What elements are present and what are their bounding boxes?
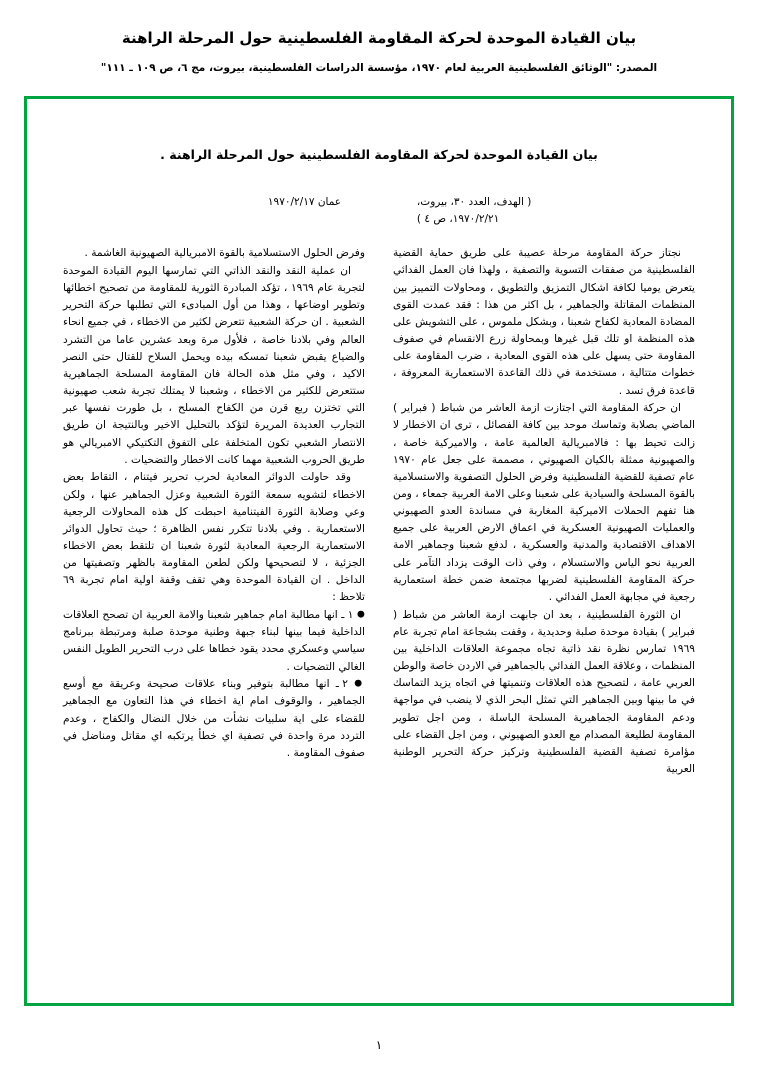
meta-publication — [417, 194, 695, 230]
article-meta — [63, 194, 695, 230]
list-item-text: ١ ـ انها مطالبة امام جماهير شعبنا والامة العربية ان تصحح العلاقات الداخلية فيما بينها لبناء جبهة وطنية موحدة صلبة ومرتبطة ببرنامج سياسي وعسكري محدد يقود خطاها على درب التحرير الطويل النفس الغالي التضحيات . — [63, 609, 365, 673]
list-item — [63, 676, 365, 762]
meta-place-date — [63, 194, 341, 230]
meta-place-date-line1: عمان ١٩٧٠/٢/١٧ — [267, 195, 342, 208]
paragraph: وفرض الحلول الاستسلامية بالقوة الامبريالية الصهيونية الغاشمة . — [84, 247, 365, 260]
paragraph: وقد حاولت الدوائر المعادية لحرب تحرير فيتنام ، التقاط بعض الاخطاء لتشويه سمعة الثورة الشعبية وعزل الجماهير عنها ، ولكن وعي وصلابة الثورة الفيتنامية احبطت كل هذه المحاولات الرجعية الاستعمارية . وفي بلادنا تتكرر نفس الظاهرة ؛ حيث تحاول الدوائر الاستعمارية الرجعية المعادية لثورة شعبنا ان تلتقط بعض الاخطاء الجزئية ، لا لتصحيحها ولكن لطعن المقاومة بالظهر وتصفيتها من الداخل . ان القيادة الموحدة وهي تقف وقفة اولية امام تجربة ٦٩ تلاحظ : — [63, 471, 365, 604]
paragraph: نجتاز حركة المقاومة مرحلة عصيبة على طريق حماية القضية الفلسطينية من صفقات التسوية والتصفية ، ولهذا فان العمل الفدائي يتعرض يوميا لكافة اشكال التمزيق والتطويق ، ومحاولات التمييز بين المنظمات المقاتلة والجماهير ، بل اكثر من هذا : فقد عمدت القوى المضادة المعادية لكفاح شعبنا ، وبشكل ملموس ، على التشويش على هذه المنظمة او تلك قبل غيرها وبمحاولة زرع الانقسام في صفوف المقاومة حتى يسهل على هذه القوى المعادية ، ضرب المقاومة على خطوات متتالية ، مستخدمة في ذلك القاعدة الاستعمارية المعروفة ، قاعدة فرق تسد . — [393, 247, 695, 397]
two-column-body — [63, 245, 695, 778]
document-header — [0, 0, 758, 76]
article-title: بيان القيادة الموحدة لحركة المقاومة الفلسطينية حول المرحلة الراهنة . — [160, 147, 598, 162]
meta-publication-line1: ( الهدف، العدد ٣٠، بيروت، — [416, 195, 532, 208]
right-column — [393, 245, 695, 778]
page-number: ١ — [375, 1038, 383, 1052]
page-title: بيان القيادة الموحدة لحركة المقاومة الفلسطينية حول المرحلة الراهنة — [121, 29, 637, 47]
paragraph: ان عملية النقد والنقد الذاتي التي تمارسها اليوم القيادة الموحدة لتجربة عام ١٩٦٩ ، تؤكد المبادرة الثورية للمقاومة من تصحيح اخطائها وتطوير اوضاعها ، وهذا من أول المبادىء التي تطلبها حركة التحرير الشعبية . ان حركة الشعبية تتعرض لكثير من الاخطاء ، في جميع انحاء العالم وفي بلادنا خاصة ، فلأول مرة وبعد عشرين عاما من التشرد والضياع يقبض شعبنا تمسكه بيده ويحمل السلاح للقتال حتى النصر الاكيد ، وفي مثل هذه الحالة فان المقاومة المسلحة الجماهيرية ستتعرض للكثير من الاخطاء ، وشعبنا لا يمتلك تجربة شعب صهيونية التي تختزن ربع قرن من الكفاح المسلح ، بل طورت نفسها عبر التجارب العديدة المريرة لتؤكد بالتحليل الاخير وبالنتيجة ان طريق الانتصار الشعبي تكون المتخلفة على التفوق التكتيكي الامبريالي هو طريق الحروب الشعبية مهما كانت الاخطار والتضحيات . — [63, 264, 365, 466]
bullet-icon: ● — [356, 609, 365, 620]
paragraph: ان الثورة الفلسطينية ، بعد ان جابهت ازمة العاشر من شباط ( فبراير ) بقيادة موحدة صلبة وحديدية ، وقفت بشجاعة امام تجربة عام ١٩٦٩ تمارس نظرة نقد ذاتية تجاه مجموعة العلاقات الداخلية بين المنظمات ، وعلاقة العمل الفدائي بالجماهير في الاردن خاصة والوطن العربي عامة ، لتصحيح هذه العلاقات وتنميتها في اتجاه يزيد التماسك في ما بينها وبين الجماهير التي تمثل البحر الذي لا ينضب في مواجهة ودعم المقاومة الجماهيرية المسلحة الباسلة ، ومن اجل تطوير المقاومة لطليعة المصدام مع العدو الصهيوني ، ومن اجل القضاء على مؤامرة تصفية القضية الفلسطينية وتركيز حركة التحرير الوطنية العربية — [393, 608, 695, 775]
bullet-icon: ● — [354, 678, 365, 689]
left-column — [63, 245, 365, 778]
list-item — [63, 607, 365, 676]
source-citation: المصدر: "الوثائق الفلسطينية العربية لعام ١٩٧٠، مؤسسة الدراسات الفلسطينية، بيروت، مج ٦، ص ١٠٩ ـ ١١١" — [100, 62, 658, 74]
green-content-frame — [24, 96, 734, 1006]
meta-publication-line2: ١٩٧٠/٢/٢١، ص ٤ ) — [416, 213, 500, 226]
paragraph: ان حركة المقاومة التي اجتازت ازمة العاشر من شباط ( فبراير ) الماضي بصلابة وتماسك موحد بين كافة الفصائل ، ترى ان الاخطار لا زالت تحيط بها : فالامبريالية العالمية عامة ، والاميركية خاصة ، والصهيونية ممثلة بالكيان الصهيوني ، مصممة على جعل عام ١٩٧٠ عام تصفية للقضية الفلسطينية وفرض الحلول التصفوية والاستسلامية بالقوة المسلحة والسيادية على شعبنا وعلى الامة العربية جمعاء ، ومن هنا تفهم الحملات الاميركية المغاربة في مساندة العدو الصهيوني والعمليات الصهيونية العسكرية في اعماق الارض العربية على جميع الاهداف الاقتصادية والمدنية والعسكرية ، لدفع شعبنا وجماهير الامة العربية نحو الياس والاستسلام ، وفي ذات الوقت يزداد التآمر على حركة المقاومة الفلسطينية لضربها مجتمعة ضمن خطة استعمارية رجعية في مجابهة العمل الفدائي . — [393, 402, 695, 603]
list-item-text: ٢ ـ انها مطالبة بتوفير وبناء علاقات صحيحة وعريقة مع أوسع الجماهير ، والوقوف امام اية اخطاء في هذا التعاون مع الجماهير للقضاء على اية سلبيات نشأت من خلال النضال والكفاح ، وعدم التردد مرة واحدة في تصفية اي خطأ يرتكبه اي مقاتل ومناضل في صفوف المقاومة . — [63, 678, 365, 759]
